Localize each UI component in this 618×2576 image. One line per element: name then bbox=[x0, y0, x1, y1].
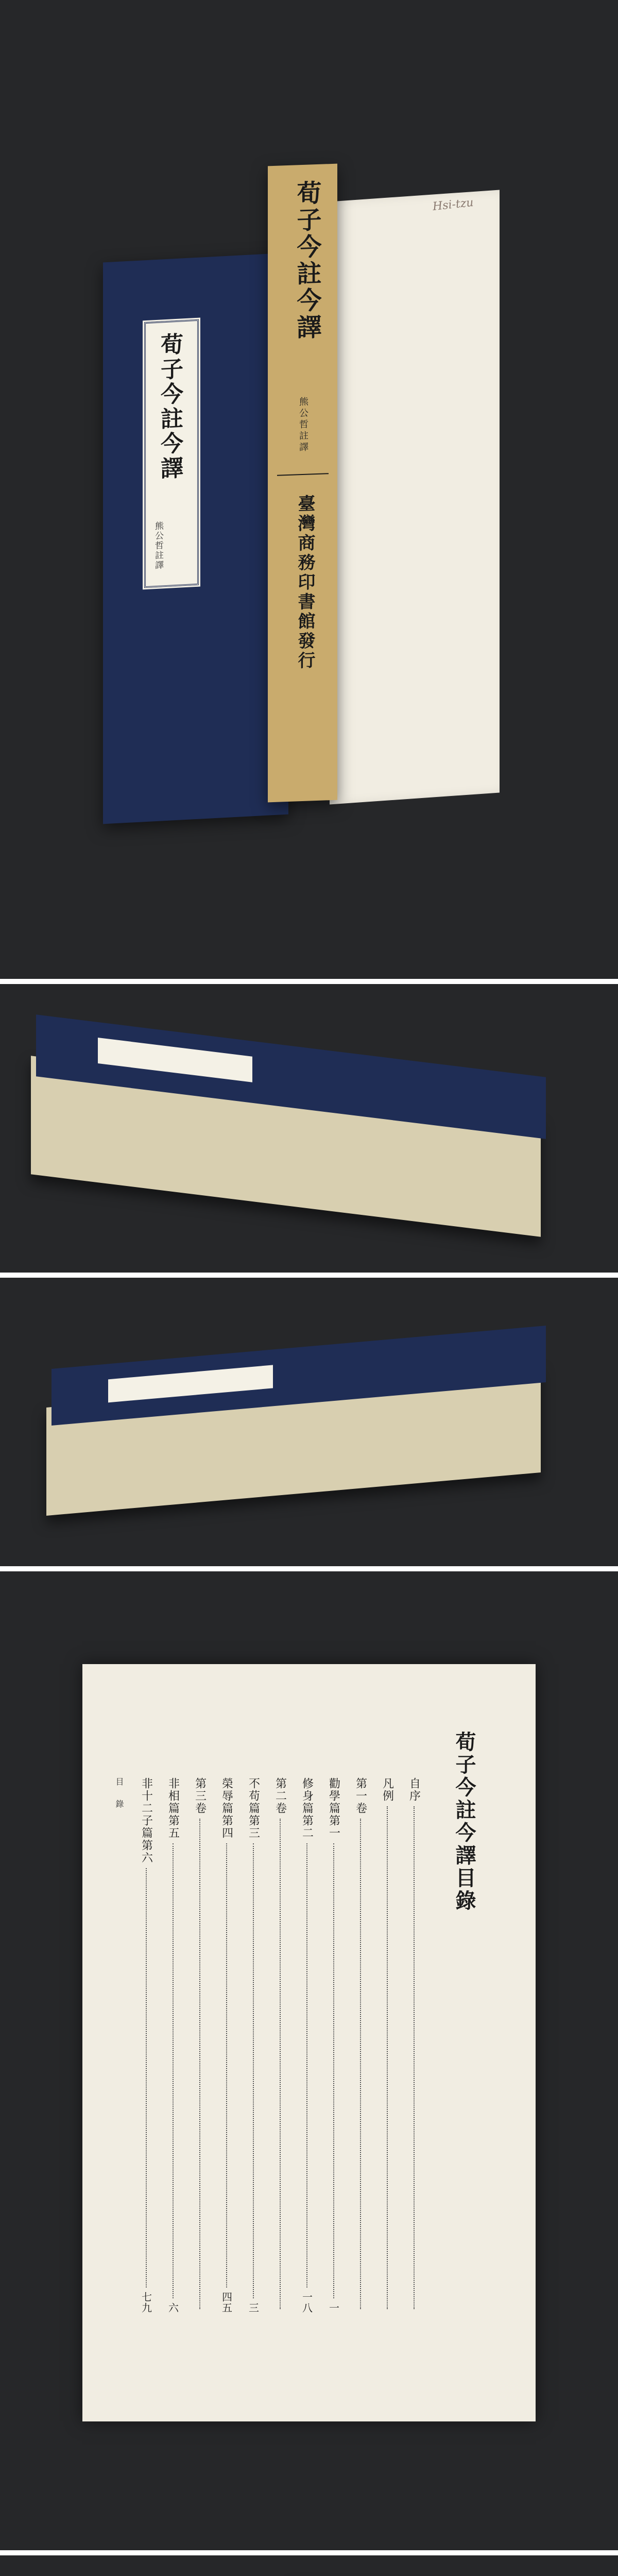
toc-heading: 荀子今註今譯目錄 bbox=[452, 1731, 476, 1912]
book-spine bbox=[268, 164, 337, 803]
toc-row bbox=[218, 1777, 235, 2313]
toc-row-leader bbox=[173, 1843, 174, 2298]
toc-row-page: 一 bbox=[327, 2302, 340, 2313]
photo-book-lying-2 bbox=[0, 1278, 618, 1566]
toc-row-label: 非相篇第五 bbox=[166, 1777, 180, 1839]
toc-footer: 目 錄 bbox=[114, 1777, 124, 1810]
toc-row-page: 四五 bbox=[220, 2292, 233, 2313]
toc-list bbox=[138, 1777, 422, 2313]
toc-row-leader bbox=[414, 1806, 415, 2309]
toc-row-page: 七九 bbox=[140, 2292, 152, 2313]
toc-row-label: 勸學篇第一 bbox=[327, 1777, 340, 1839]
toc-row-leader bbox=[253, 1843, 254, 2298]
photo-book-lying-1 bbox=[0, 984, 618, 1273]
toc-row bbox=[272, 1777, 288, 2313]
toc-row-page: 三 bbox=[247, 2302, 260, 2313]
toc-row-page: 一八 bbox=[300, 2292, 313, 2313]
toc-row bbox=[406, 1777, 422, 2313]
photo-open-book-1 bbox=[0, 2555, 618, 2576]
spine-publisher: 臺灣商務印書館發行 bbox=[295, 494, 315, 671]
toc-row-label: 第二卷 bbox=[273, 1777, 287, 1815]
toc-row-label: 自序 bbox=[407, 1777, 421, 1802]
toc-row bbox=[138, 1777, 154, 2313]
photo-standing-book bbox=[0, 0, 618, 979]
spine-divider bbox=[277, 473, 329, 476]
toc-row-label: 榮辱篇第四 bbox=[220, 1777, 233, 1839]
title-label bbox=[144, 319, 199, 588]
toc-row bbox=[245, 1777, 262, 2313]
photo-toc-page bbox=[0, 1571, 618, 2550]
toc-row-label: 第一卷 bbox=[354, 1777, 367, 1815]
toc-row bbox=[352, 1777, 369, 2313]
toc-row-leader bbox=[199, 1819, 200, 2309]
toc-row-label: 修身篇第二 bbox=[300, 1777, 314, 1839]
toc-row-label: 不苟篇第三 bbox=[247, 1777, 260, 1839]
toc-row-leader bbox=[333, 1843, 334, 2298]
lying2-cover-label bbox=[108, 1365, 273, 1402]
toc-row-label: 非十二子篇第六 bbox=[140, 1777, 153, 1864]
toc-row-leader bbox=[387, 1806, 388, 2309]
cover-author: 熊公哲註譯 bbox=[153, 521, 163, 571]
toc-row-leader bbox=[226, 1843, 227, 2287]
handwritten-note: Hsi-tzu bbox=[432, 196, 474, 214]
spine-author: 熊公哲註譯 bbox=[298, 396, 308, 454]
toc-row bbox=[165, 1777, 181, 2313]
toc-row-label: 凡例 bbox=[381, 1777, 394, 1802]
toc-row bbox=[325, 1777, 342, 2313]
toc-row bbox=[379, 1777, 396, 2313]
toc-row-label: 第三卷 bbox=[193, 1777, 207, 1815]
toc-row-leader bbox=[360, 1819, 361, 2309]
toc-row bbox=[192, 1777, 208, 2313]
cover-title: 荀子今註今譯 bbox=[157, 332, 183, 482]
toc-row-leader bbox=[306, 1843, 307, 2287]
book-page-block bbox=[330, 190, 500, 804]
toc-row-leader bbox=[146, 1868, 147, 2287]
book-front-cover bbox=[103, 253, 288, 824]
toc-row-page: 六 bbox=[166, 2302, 179, 2313]
toc-page bbox=[82, 1664, 536, 2421]
spine-title: 荀子今註今譯 bbox=[293, 179, 321, 342]
toc-row-leader bbox=[280, 1819, 281, 2309]
toc-row bbox=[299, 1777, 315, 2313]
lying-cover-label bbox=[98, 1038, 252, 1082]
